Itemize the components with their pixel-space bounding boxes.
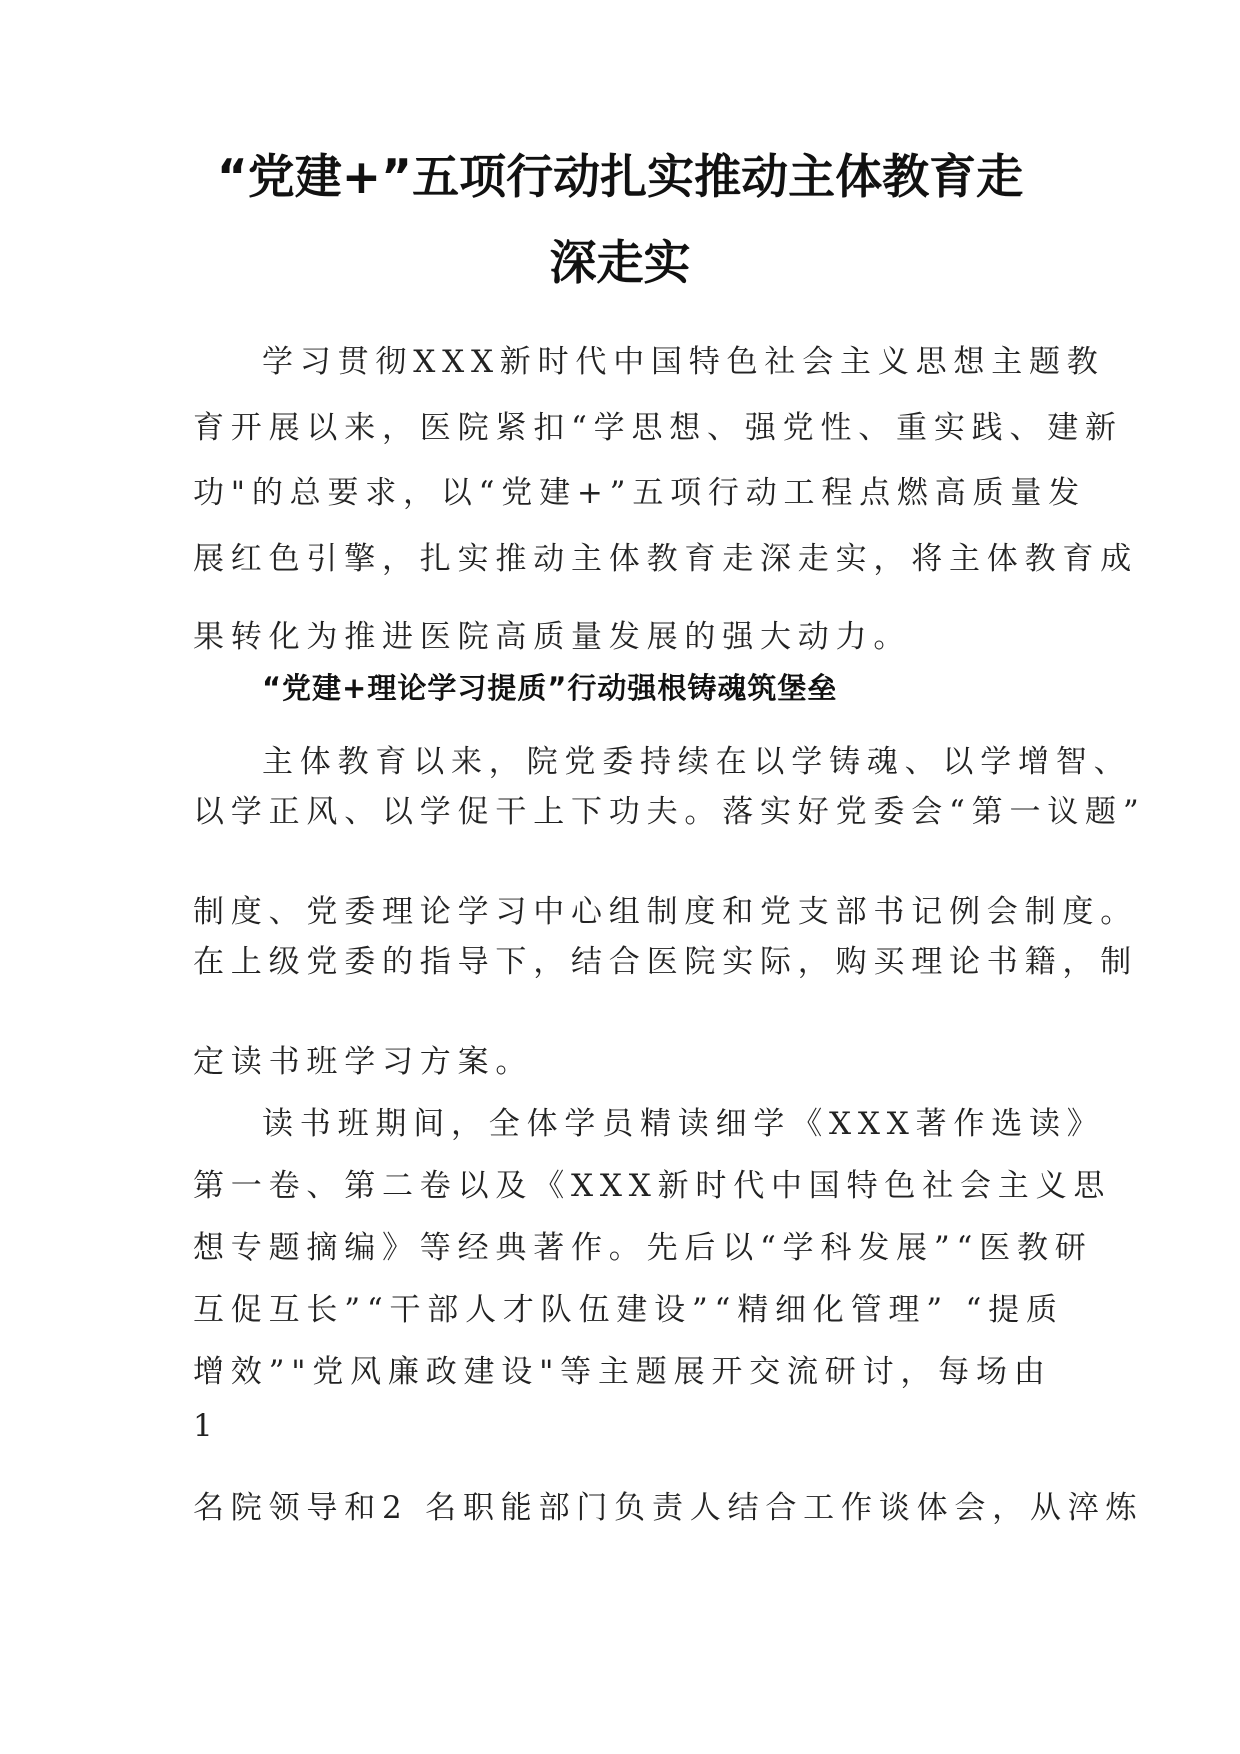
para2-line-5: 增效”"党风廉政建设"等主题展开交流研讨，每场由	[193, 1354, 1052, 1390]
para1-line-4: 在上级党委的指导下，结合医院实际，购买理论书籍，制	[193, 944, 1138, 980]
document-title-line-1: “党建+”五项行动扎实推动主体教育走	[216, 150, 1024, 205]
para1-line-2: 以学正风、以学促干上下功夫。落实好党委会“第一议题”	[193, 794, 1146, 830]
intro-line-4: 展红色引擎，扎实推动主体教育走深走实，将主体教育成	[193, 541, 1138, 577]
intro-line-2: 育开展以来，医院紧扣“学思想、强党性、重实践、建新	[193, 410, 1123, 446]
para2-line-1: 读书班期间，全体学员精读细学《XXX著作选读》	[262, 1106, 1105, 1142]
para2-line-3: 想专题摘编》等经典著作。先后以“学科发展”“医教研	[193, 1230, 1093, 1266]
para1-line-1: 主体教育以来，院党委持续在以学铸魂、以学增智、	[262, 744, 1132, 780]
para2-line-6: 1	[193, 1408, 220, 1444]
section-heading: “党建+理论学习提质”行动强根铸魂筑堡垒	[262, 671, 838, 705]
intro-line-1: 学习贯彻XXX新时代中国特色社会主义思想主题教	[262, 344, 1105, 380]
para1-line-3: 制度、党委理论学习中心组制度和党支部书记例会制度。	[193, 894, 1138, 930]
intro-line-3: 功"的总要求，以“党建+”五项行动工程点燃高质量发	[193, 475, 1086, 511]
para2-line-4: 互促互长”“干部人才队伍建设”“精细化管理” “提质	[193, 1292, 1064, 1328]
intro-line-5: 果转化为推进医院高质量发展的强大动力。	[193, 619, 912, 655]
para2-line-7: 名院领导和2 名职能部门负责人结合工作谈体会，从淬炼	[193, 1490, 1144, 1526]
para2-line-2: 第一卷、第二卷以及《XXX新时代中国特色社会主义思	[193, 1168, 1112, 1204]
para1-line-5: 定读书班学习方案。	[193, 1044, 534, 1080]
document-title-line-2: 深走实	[549, 236, 691, 291]
